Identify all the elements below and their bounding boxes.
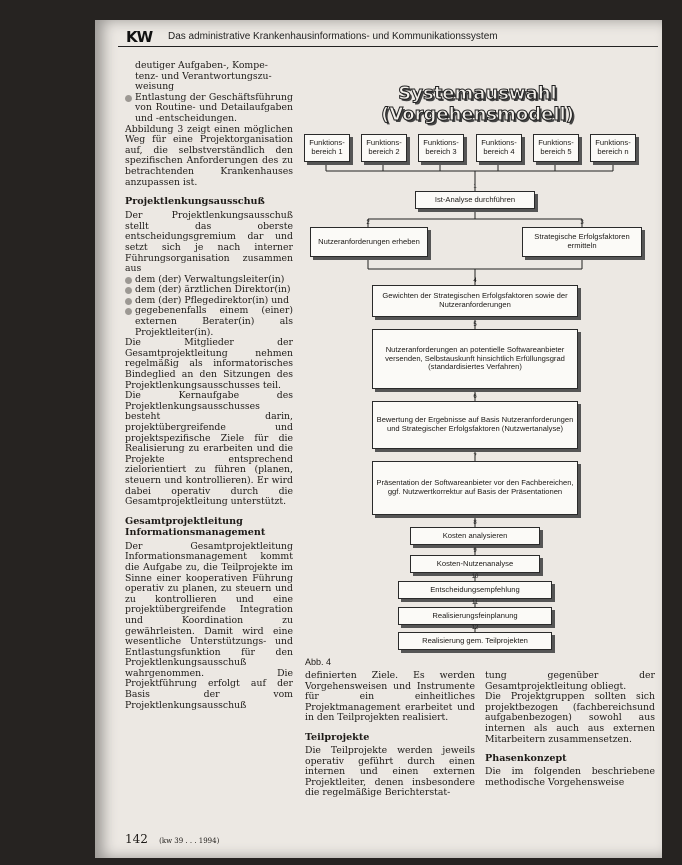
figure-caption: Abb. 4 — [305, 657, 332, 667]
intro-line: weisung — [135, 81, 175, 93]
step-box: Realisierung gem. Teilprojekten — [398, 632, 552, 650]
section-heading: Gesamtprojektleitung — [125, 515, 243, 527]
member-item: dem (der) Verwaltungsleiter(in) — [125, 275, 293, 286]
header-title: Das administrative Krankenhausinformations- und Kommunikationssystem — [168, 31, 498, 42]
process-diagram — [300, 57, 655, 657]
footer-source: (kw 39 . . . 1994) — [159, 837, 220, 845]
step-number: 8 — [473, 520, 477, 526]
intro-line: deutiger Aufgaben-, Kompe- — [135, 60, 268, 71]
section-heading: Teilprojekte — [305, 731, 370, 743]
section-heading: Projektlenkungsausschuß — [125, 196, 265, 208]
step-box: Strategische Erfolgsfaktoren ermitteln — [522, 227, 642, 257]
step-box: Kosten-Nutzenanalyse — [410, 555, 540, 573]
paragraph: Die Projektgruppen sollten sich projektbezogen (fachbereichsund aufgabenbezogen) sowohl aus internen als auch aus externen Mitarbeitern zusammensetzen. — [485, 691, 655, 745]
step-number: 1 — [473, 184, 477, 190]
paragraph: Die Kernaufgabe des Projektlenkungsausschusses besteht darin, projektübergreifende und projektspezifische Ziele für die Realisierung zu erarbeiten und die Projekte entsprechend zielorientiert zu führen (planen, steuern und kontrollieren). Er wird dabei operativ durch die Gesamtprojektleitung unterstützt. — [125, 390, 293, 508]
funktionsbereich-box: Funktions-bereich 4 — [476, 134, 522, 162]
step-number: 9 — [473, 548, 477, 554]
member-item: gegebenenfalls einem (einer) externen Berater(in) als Projektleiter(in). — [125, 306, 293, 338]
paragraph: Der Projektlenkungsausschuß stellt das oberste entscheidungsgremium dar und setzt sich je nach interner Führungsorganisation zusammen aus — [125, 210, 293, 275]
paragraph: Die im folgenden beschriebene methodische Vorgehensweise — [485, 766, 655, 788]
member-item: dem (der) ärztlichen Direktor(in) — [125, 285, 293, 296]
step-number: 3 — [580, 220, 584, 226]
page-footer — [125, 832, 219, 846]
paragraph: definierten Ziele. Es werden Vorgehensweisen und Instrumente für ein einheitliches Projektmanagement erarbeitet und in den Teilprojekten realisiert. — [305, 670, 475, 724]
step-box: Bewertung der Ergebnisse auf Basis Nutzeranforderungen und Strategischer Erfolgsfaktoren (Nutzwertanalyse) — [372, 401, 578, 449]
middle-column — [305, 671, 475, 799]
bullet-item: Entlastung der Geschäftsführung von Routine- und Detailaufgaben und -entscheidungen. — [125, 93, 293, 125]
paragraph: Die Mitglieder der Gesamtprojektleitung nehmen regelmäßig als informatorisches Bindeglied an den Sitzungen des Projektlenkungsausschusses teil. — [125, 337, 293, 391]
left-column — [125, 61, 293, 711]
document-page — [95, 20, 662, 858]
step-box: Nutzeranforderungen an potentielle Softwareanbieter versenden, Selbstauskunft hinsichtlich Erfüllungsgrad (standardisiertes Verfahren) — [372, 329, 578, 389]
funktionsbereich-box: Funktions-bereich 2 — [361, 134, 407, 162]
section-heading: Informationsmanagement — [125, 526, 266, 538]
funktionsbereich-box: Funktions-bereich n — [590, 134, 636, 162]
step-number: 2 — [366, 220, 370, 226]
step-number: 6 — [473, 394, 477, 400]
funktionsbereich-box: Funktions-bereich 3 — [418, 134, 464, 162]
step-box: Kosten analysieren — [410, 527, 540, 545]
step-number: 10 — [471, 574, 479, 580]
step-box: Entscheidungsempfehlung — [398, 581, 552, 599]
paragraph: tung gegenüber der Gesamtprojektleitung obliegt. — [485, 670, 655, 692]
step-box: Gewichten der Strategischen Erfolgsfaktoren sowie der Nutzeranforderungen — [372, 285, 578, 317]
step-number: 4 — [473, 278, 477, 284]
funktionsbereich-box: Funktions-bereich 1 — [304, 134, 350, 162]
journal-logo: KW — [126, 28, 153, 46]
section-heading: Phasenkonzept — [485, 753, 567, 765]
step-box: Präsentation der Softwareanbieter vor den Fachbereichen, ggf. Nutzwertkorrektur auf Basis der Präsentationen — [372, 461, 578, 515]
page-header — [118, 28, 658, 47]
member-item: dem (der) Pflegedirektor(in) und — [125, 296, 293, 307]
page-number: 142 — [125, 832, 148, 846]
paragraph: Der Gesamtprojektleitung Informationsmanagement kommt die Aufgabe zu, die Teilprojekte im Sinne einer kooperativen Führung operativ zu planen, zu steuern und zu kontrollieren und eine projektübergreifende Integration und Koordination zu gewährleisten. Damit wird eine wesentliche Unterstützungs- und Entlastungsfunktion für den Projektlenkungsausschuß wahrgenommen. Die Projektführung erfolgt auf der Basis der vom Projektlenkungsausschuß — [125, 540, 293, 711]
intro-line: tenz- und Verantwortungszu- — [135, 70, 272, 82]
diagram-subtitle: (Vorgehensmodell) — [381, 104, 574, 125]
step-number: 12 — [471, 625, 479, 631]
paragraph: Abbildung 3 zeigt einen möglichen Weg für eine Projektorganisation auf, die selbstverständlich den spezifischen Anforderungen des zu betrachtenden Krankenhauses anzupassen ist. — [125, 123, 293, 188]
paragraph: Die Teilprojekte werden jeweils operativ geführt durch einen internen und einen externen Projektleiter, denen insbesondere die regelmäßige Berichterstat- — [305, 744, 475, 799]
step-number: 11 — [471, 600, 479, 606]
funktionsbereich-box: Funktions-bereich 5 — [533, 134, 579, 162]
step-box: Nutzeranforderungen erheben — [310, 227, 428, 257]
diagram-title: Systemauswahl — [398, 83, 557, 104]
step-box: Ist-Analyse durchführen — [415, 191, 535, 209]
step-box: Realisierungsfeinplanung — [398, 607, 552, 625]
step-number: 5 — [473, 322, 477, 328]
intro-continuation — [125, 61, 293, 93]
step-number: 7 — [473, 454, 477, 460]
right-column — [485, 671, 655, 788]
